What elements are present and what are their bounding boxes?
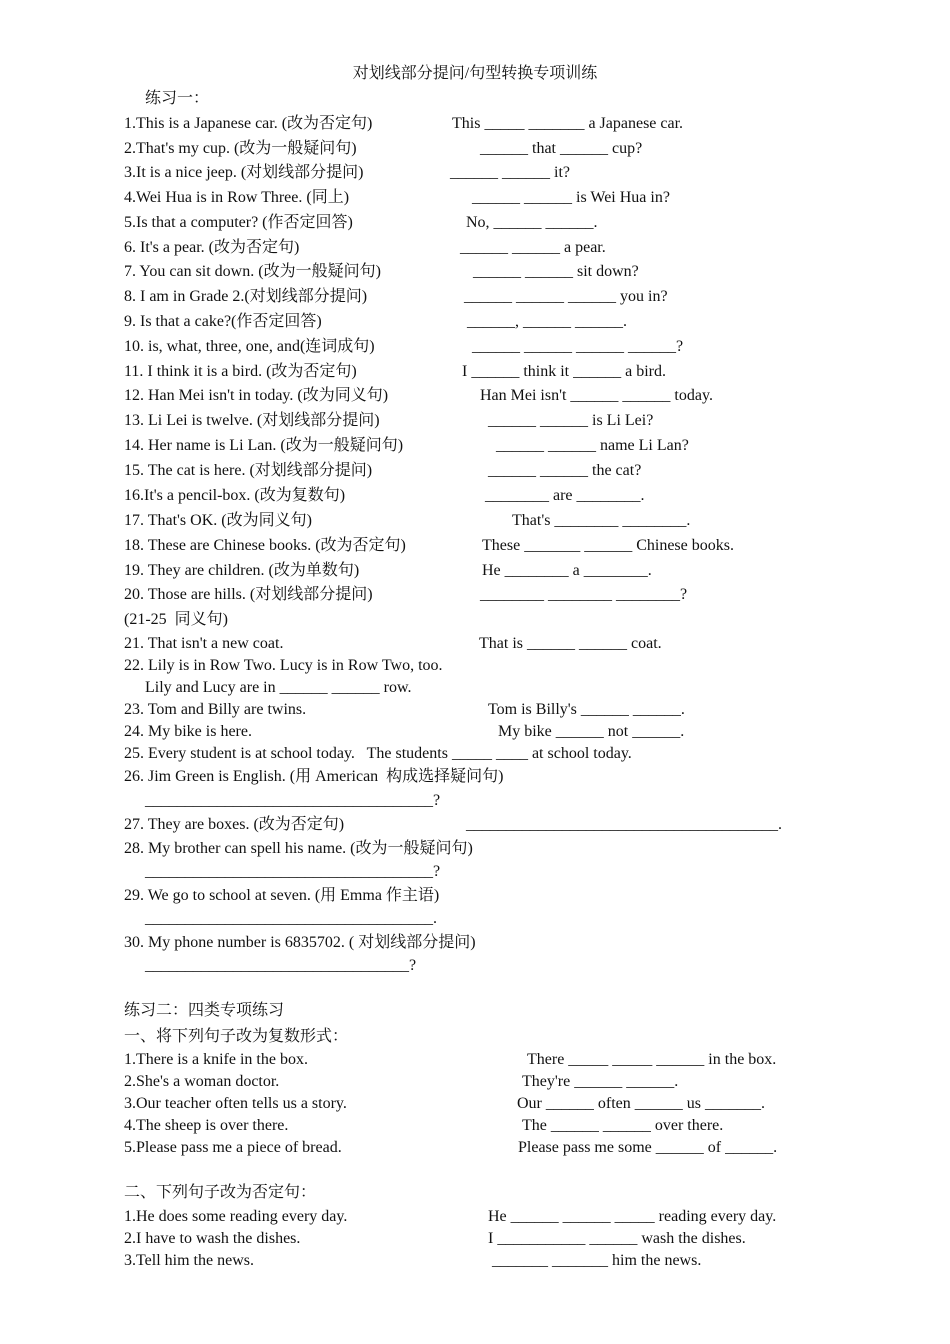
answer-blank: ______ ______ ______ ______? — [472, 338, 684, 355]
question-text: 6. It's a pear. (改为否定句) — [124, 239, 300, 256]
question-text: 3.It is a nice jeep. (对划线部分提问) — [124, 164, 364, 181]
question-text: 2.She's a woman doctor. — [124, 1073, 280, 1090]
subsection-heading: 二、下列句子改为否定句： — [124, 1184, 317, 1201]
question-text: 9. Is that a cake?(作否定回答) — [124, 313, 322, 330]
question-text: 2.That's my cup. (改为一般疑问句) — [124, 140, 357, 157]
subsection-heading: 一、将下列句子改为复数形式： — [124, 1028, 349, 1045]
answer-blank: _________________________________? — [145, 957, 417, 974]
answer-blank: ______, ______ ______. — [467, 313, 627, 330]
question-text: 4.The sheep is over there. — [124, 1117, 289, 1134]
answer-blank: He ______ ______ _____ reading every day. — [488, 1208, 777, 1225]
answer-blank: This _____ _______ a Japanese car. — [452, 115, 684, 132]
answer-blank: These _______ ______ Chinese books. — [482, 537, 734, 554]
answer-blank: ______ ______ it? — [450, 164, 570, 181]
answer-blank: ______ ______ is Wei Hua in? — [472, 189, 670, 206]
answer-blank: Han Mei isn't ______ ______ today. — [480, 387, 713, 404]
answer-blank: ______ ______ is Li Lei? — [488, 412, 654, 429]
answer-blank: He ________ a ________. — [482, 562, 652, 579]
question-text: 4.Wei Hua is in Row Three. (同上) — [124, 189, 350, 206]
answer-blank: Please pass me some ______ of ______. — [518, 1139, 778, 1156]
answer-blank: ________ ________ ________? — [480, 586, 688, 603]
answer-blank: That is ______ ______ coat. — [479, 635, 662, 652]
answer-blank: Lily and Lucy are in ______ ______ row. — [145, 679, 412, 696]
question-text: 12. Han Mei isn't in today. (改为同义句) — [124, 387, 389, 404]
question-text: 1.This is a Japanese car. (改为否定句) — [124, 115, 373, 132]
section-heading: 练习二：四类专项练习 — [124, 1002, 285, 1019]
section-heading: 练习一： — [145, 90, 210, 107]
question-text: 23. Tom and Billy are twins. — [124, 701, 307, 718]
question-text: 18. These are Chinese books. (改为否定句) — [124, 537, 406, 554]
answer-blank: ______ ______ sit down? — [473, 263, 639, 280]
question-text: 2.I have to wash the dishes. — [124, 1230, 301, 1247]
question-text: 19. They are children. (改为单数句) — [124, 562, 360, 579]
question-text: 30. My phone number is 6835702. ( 对划线部分提问) — [124, 934, 476, 951]
question-text: 20. Those are hills. (对划线部分提问) — [124, 586, 373, 603]
question-text: 11. I think it is a bird. (改为否定句) — [124, 363, 357, 380]
question-text: 1.He does some reading every day. — [124, 1208, 348, 1225]
question-text: 8. I am in Grade 2.(对划线部分提问) — [124, 288, 368, 305]
question-text: 13. Li Lei is twelve. (对划线部分提问) — [124, 412, 380, 429]
section-note: (21-25 同义句) — [124, 611, 228, 628]
question-text: 10. is, what, three, one, and(连词成句) — [124, 338, 375, 355]
answer-blank: ________ are ________. — [485, 487, 645, 504]
answer-blank: ____________________________________? — [145, 863, 441, 880]
question-text: 16.It's a pencil-box. (改为复数句) — [124, 487, 346, 504]
answer-blank: ______ ______ ______ you in? — [464, 288, 668, 305]
question-text: 22. Lily is in Row Two. Lucy is in Row Two, too. — [124, 657, 443, 674]
answer-blank: There _____ _____ ______ in the box. — [527, 1051, 777, 1068]
question-text: 1.There is a knife in the box. — [124, 1051, 308, 1068]
question-text: 3.Tell him the news. — [124, 1252, 254, 1269]
question-text: 29. We go to school at seven. (用 Emma 作主语) — [124, 887, 440, 904]
question-text: 5.Is that a computer? (作否定回答) — [124, 214, 353, 231]
question-text: 24. My bike is here. — [124, 723, 252, 740]
answer-blank: No, ______ ______. — [466, 214, 598, 231]
answer-blank: That's ________ ________. — [512, 512, 691, 529]
page-title: 对划线部分提问/句型转换专项训练 — [352, 65, 598, 82]
question-text: 17. That's OK. (改为同义句) — [124, 512, 312, 529]
answer-blank: ______ that ______ cup? — [480, 140, 643, 157]
question-text: 7. You can sit down. (改为一般疑问句) — [124, 263, 381, 280]
question-text: 3.Our teacher often tells us a story. — [124, 1095, 347, 1112]
answer-blank: They're ______ ______. — [522, 1073, 679, 1090]
answer-blank: I ___________ ______ wash the dishes. — [488, 1230, 746, 1247]
question-text: 14. Her name is Li Lan. (改为一般疑问句) — [124, 437, 404, 454]
question-text: 25. Every student is at school today. The students _____ ____ at school today. — [124, 745, 632, 762]
answer-blank: ______ ______ the cat? — [488, 462, 642, 479]
answer-blank: _______________________________________. — [466, 816, 782, 833]
answer-blank: ______ ______ name Li Lan? — [496, 437, 689, 454]
answer-blank: ____________________________________? — [145, 792, 441, 809]
question-text: 26. Jim Green is English. (用 American 构成选择疑问句) — [124, 768, 504, 785]
answer-blank: Our ______ often ______ us _______. — [517, 1095, 765, 1112]
answer-blank: ____________________________________. — [145, 910, 437, 927]
answer-blank: ______ ______ a pear. — [460, 239, 606, 256]
question-text: 5.Please pass me a piece of bread. — [124, 1139, 342, 1156]
question-text: 15. The cat is here. (对划线部分提问) — [124, 462, 373, 479]
question-text: 21. That isn't a new coat. — [124, 635, 284, 652]
answer-blank: My bike ______ not ______. — [498, 723, 685, 740]
answer-blank: Tom is Billy's ______ ______. — [488, 701, 685, 718]
answer-blank: _______ _______ him the news. — [492, 1252, 702, 1269]
question-text: 27. They are boxes. (改为否定句) — [124, 816, 345, 833]
question-text: 28. My brother can spell his name. (改为一般疑问句) — [124, 840, 473, 857]
answer-blank: The ______ ______ over there. — [522, 1117, 724, 1134]
answer-blank: I ______ think it ______ a bird. — [462, 363, 666, 380]
